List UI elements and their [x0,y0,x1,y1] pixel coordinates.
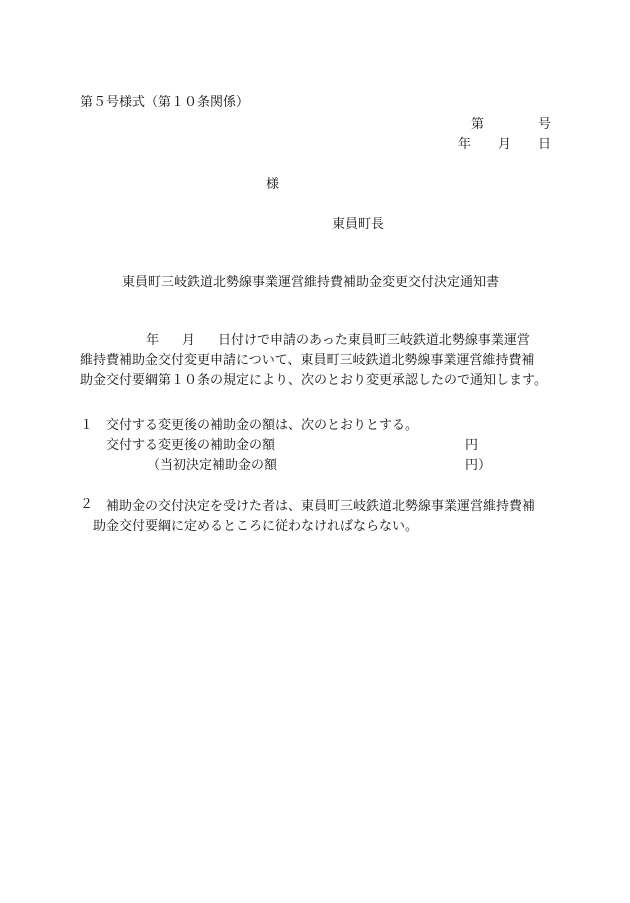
sender-name: 東員町長 [332,217,385,232]
changed-subsidy-amount-unit: 円 [465,438,479,453]
body-month-label: 月 [182,333,196,348]
body-line-1-text: 日付けで申請のあった東員町三岐鉄道北勢線事業運営 [218,333,530,348]
date-day-label: 日 [538,137,552,152]
body-line-3: 助金交付要綱第１０条の規定により、次のとおり変更承認したので通知します。 [80,373,547,388]
item-1-text: 交付する変更後の補助金の額は、次のとおりとする。 [106,418,419,433]
addressee-honorific: 様 [266,177,280,192]
date-month-label: 月 [498,137,512,152]
item-2-line-2: 助金交付要綱に定めるところに従わなければならない。 [93,519,419,534]
item-1-number: １ [80,418,94,433]
body-paragraph [80,331,555,391]
item-2-text [93,497,556,537]
original-subsidy-amount-label: （当初決定補助金の額 [147,458,278,473]
document-number-prefix: 第 [471,117,485,132]
changed-subsidy-amount-label: 交付する変更後の補助金の額 [106,438,276,453]
form-label: 第５号様式（第１０条関係） [80,95,250,110]
document-title: 東員町三岐鉄道北勢線事業運営維持費補助金変更交付決定通知書 [122,275,500,290]
original-subsidy-amount-unit: 円） [465,458,492,473]
item-2-number: ２ [80,497,94,512]
date-year-label: 年 [458,137,472,152]
item-2-line-1: 補助金の交付決定を受けた者は、東員町三岐鉄道北勢線事業運営維持費補 [106,499,536,514]
document-number-suffix: 号 [538,117,552,132]
body-year-label: 年 [146,333,160,348]
body-line-1 [80,331,555,351]
body-line-2: 維持費補助金交付変更申請について、東員町三岐鉄道北勢線事業運営維持費補 [80,353,535,368]
